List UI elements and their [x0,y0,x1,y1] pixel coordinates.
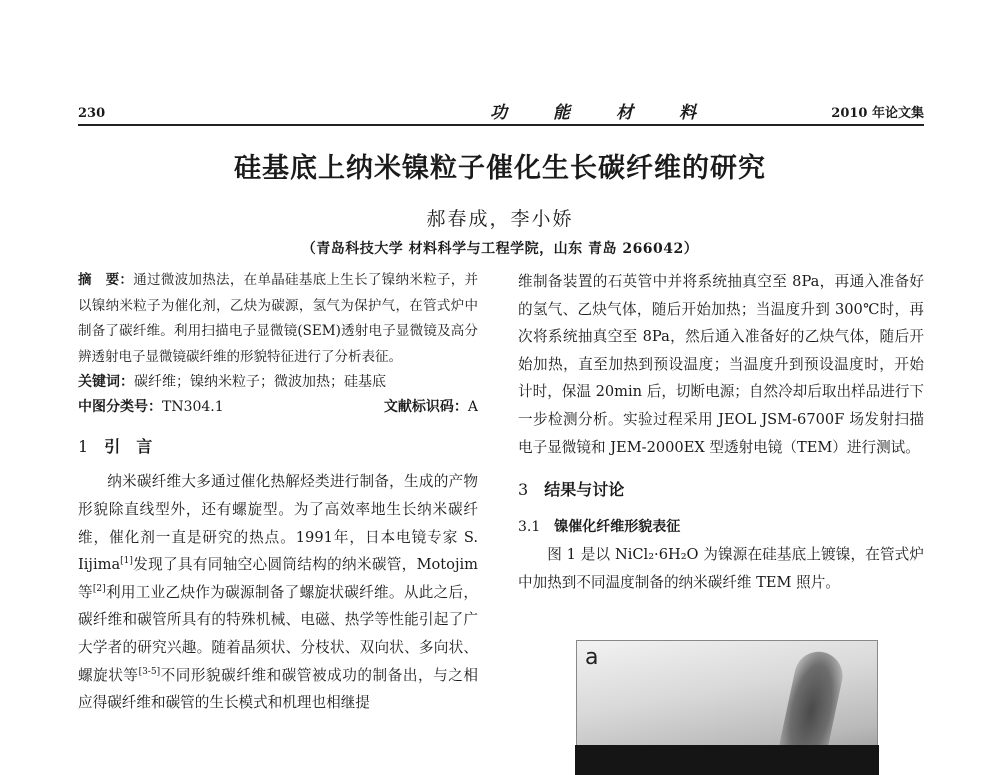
abstract-text: 通过微波加热法，在单晶硅基底上生长了镍纳米粒子，并以镍纳米粒子为催化剂，乙炔为碳源，氢气为保护气，在管式炉中制备了碳纤维。利用扫描电子显微镜(SEM)透射电子显微镜及高分辨透射电子显微镜碳纤维的形貌特征进行了分析表征。 [78,272,479,365]
intro-text-c: 利用工业乙炔作为碳源制备了螺旋状碳纤维。从此之后，碳纤维和碳管所具有的特殊机械、电磁、热学等性能引起了广大学者的研究兴趣。随着晶须状、分枝状、双向状、多向状、螺旋状等 [78,583,478,684]
page-number: 230 [78,106,106,121]
clc-label: 中图分类号： [78,399,162,416]
ref-2[interactable]: [2] [92,583,106,594]
introduction-paragraph [78,468,478,716]
affiliation: （青岛科技大学 材料科学与工程学院，山东 青岛 266042） [301,241,699,257]
clc-value: TN304.1 [162,399,224,416]
keywords-text: 碳纤维；镍纳米粒子；微波加热；硅基底 [134,374,386,391]
abstract [78,268,478,370]
intro-text-b: 发现了具有同轴空心圆筒结构的纳米碳管，Motojim 等 [78,556,478,601]
section-3-number: 3 [518,480,529,500]
keywords [78,370,478,395]
results-paragraph: 图 1 是以 NiCl₂·6H₂O 为镍源在硅基底上镀镍，在管式炉中加热到不同温度制备的纳米碳纤维 TEM 照片。 [518,546,924,591]
ref-1[interactable]: [1] [120,556,133,567]
keywords-label: 关键词： [78,374,134,391]
ref-3-5[interactable]: [3-5] [138,666,161,677]
section-3-1-number: 3.1 [518,519,541,536]
doc-code [384,395,478,420]
volume-label: 2010 年论文集 [831,106,924,121]
doc-code-value: A [467,399,478,416]
section-3-title: 结果与讨论 [544,480,625,500]
classification [78,395,478,420]
section-3-heading [518,475,924,505]
journal-name: 功能材料 [490,103,742,123]
section-1-number: 1 [78,437,89,457]
intro-text-a: 纳米碳纤维大多通过催化热解烃类进行制备，生成的产物形貌除直线型外，还有螺旋型。为了高效率地生长纳米碳纤维，催化剂一直是研究的热点。1991年，日本电镜专家 S. Iijima [78,473,478,574]
authors: 郝春成，李小娇 [426,208,574,230]
section-1-heading [78,432,478,462]
section-1-title: 引 言 [104,437,153,457]
abstract-label: 摘 要： [78,272,134,288]
intro-text-d: 不同形貌碳纤维和碳管被成功的制备出，与之相应得碳纤维和碳管的生长模式和机理也相继提 [78,666,478,712]
figure-label: a [585,645,599,670]
tem-figure [576,640,878,772]
right-column [518,268,924,596]
section-3-1-heading [518,513,924,541]
doc-code-label: 文献标识码： [383,399,468,416]
figure-shadow [575,745,879,775]
paper-title: 硅基底上纳米镍粒子催化生长碳纤维的研究 [234,153,766,184]
experiment-paragraph: 维制备装置的石英管中并将系统抽真空至 8Pa，再通入准备好的氢气、乙炔气体，随后开始加热；当温度升到 300℃时，再次将系统抽真空至 8Pa，然后通入准备好的乙炔气体，随后开始加热，直至加热到预设温度；当温度升到预设温度时，开始计时，保温 20min 后，切断电源；自然冷却后取出样品进行下一步检测分析。实验过程采用 JEOL JSM-6700F 场发射扫描电子显微镜和 JEM-2000EX 型透射电镜（TEM）进行测试。 [518,273,925,456]
page-header [78,100,924,126]
section-3-1-title: 镍催化纤维形貌表征 [554,519,681,536]
left-column [78,268,478,717]
